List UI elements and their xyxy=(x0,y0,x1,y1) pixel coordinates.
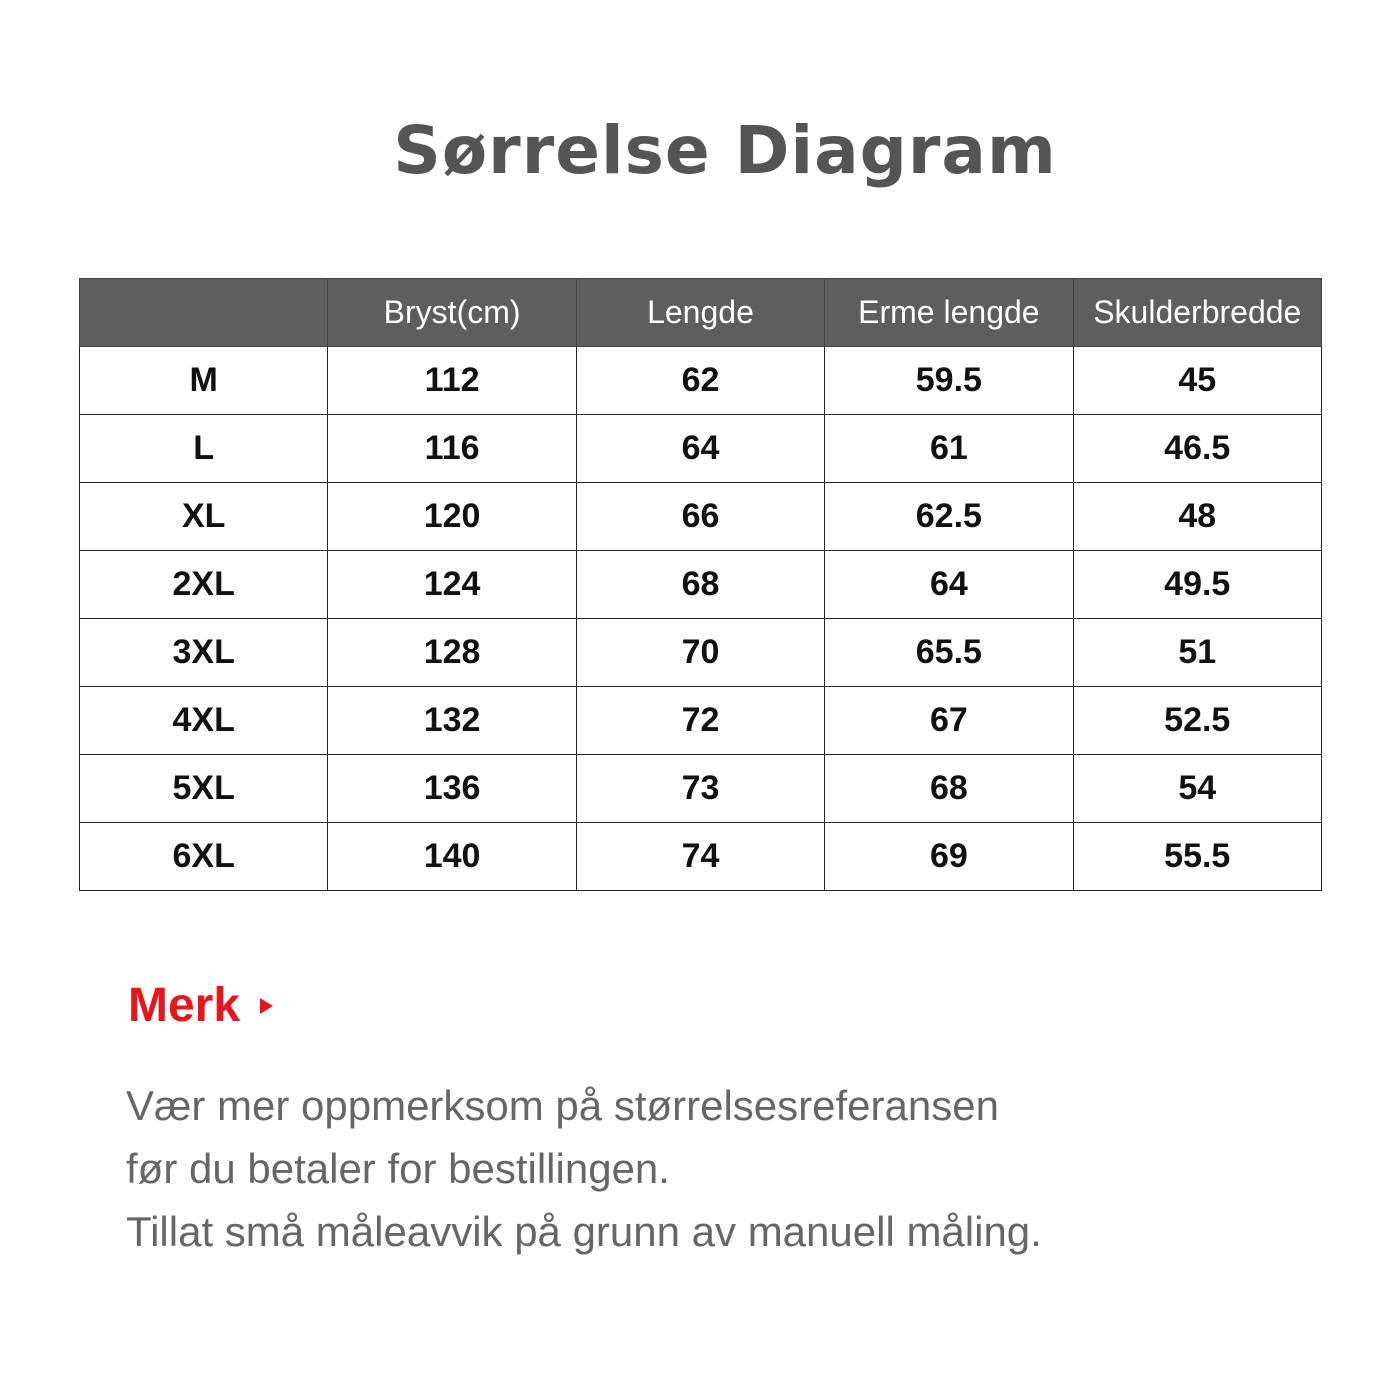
length-cell: 73 xyxy=(576,755,824,823)
size-cell: 5XL xyxy=(80,755,328,823)
sleeve-length-cell: 68 xyxy=(825,755,1073,823)
note-heading xyxy=(128,978,273,1033)
sleeve-length-cell: 64 xyxy=(825,551,1073,619)
note-line: før du betaler for bestillingen. xyxy=(126,1145,670,1192)
note-line: Tillat små måleavvik på grunn av manuell måling. xyxy=(126,1208,1042,1255)
sleeve-length-cell: 65.5 xyxy=(825,619,1073,687)
shoulder-width-cell: 55.5 xyxy=(1073,823,1321,891)
header-cell-chest: Bryst(cm) xyxy=(328,279,576,347)
sleeve-length-cell: 67 xyxy=(825,687,1073,755)
length-cell: 62 xyxy=(576,347,824,415)
length-cell: 66 xyxy=(576,483,824,551)
length-cell: 72 xyxy=(576,687,824,755)
table-row xyxy=(80,551,1322,619)
size-cell: 4XL xyxy=(80,687,328,755)
shoulder-width-cell: 48 xyxy=(1073,483,1321,551)
page-title: Sørrelse Diagram xyxy=(393,112,1057,189)
sleeve-length-cell: 69 xyxy=(825,823,1073,891)
table-row xyxy=(80,755,1322,823)
size-cell: 2XL xyxy=(80,551,328,619)
chest-cell: 124 xyxy=(328,551,576,619)
table-row xyxy=(80,687,1322,755)
header-cell-sleeve-length: Erme lengde xyxy=(825,279,1073,347)
table-row xyxy=(80,415,1322,483)
note-text xyxy=(126,1074,1042,1263)
chest-cell: 112 xyxy=(328,347,576,415)
table-row xyxy=(80,823,1322,891)
size-cell: 6XL xyxy=(80,823,328,891)
header-cell-shoulder-width: Skulderbredde xyxy=(1073,279,1321,347)
chest-cell: 128 xyxy=(328,619,576,687)
shoulder-width-cell: 45 xyxy=(1073,347,1321,415)
length-cell: 68 xyxy=(576,551,824,619)
size-cell: L xyxy=(80,415,328,483)
shoulder-width-cell: 54 xyxy=(1073,755,1321,823)
size-chart-table xyxy=(79,278,1322,891)
shoulder-width-cell: 46.5 xyxy=(1073,415,1321,483)
chest-cell: 120 xyxy=(328,483,576,551)
length-cell: 74 xyxy=(576,823,824,891)
length-cell: 70 xyxy=(576,619,824,687)
triangle-right-icon xyxy=(260,998,273,1014)
shoulder-width-cell: 52.5 xyxy=(1073,687,1321,755)
table-row xyxy=(80,483,1322,551)
chest-cell: 136 xyxy=(328,755,576,823)
shoulder-width-cell: 51 xyxy=(1073,619,1321,687)
table-header-row xyxy=(80,279,1322,347)
chest-cell: 116 xyxy=(328,415,576,483)
chest-cell: 140 xyxy=(328,823,576,891)
sleeve-length-cell: 62.5 xyxy=(825,483,1073,551)
header-cell-size xyxy=(80,279,328,347)
size-cell: XL xyxy=(80,483,328,551)
header-cell-length: Lengde xyxy=(576,279,824,347)
shoulder-width-cell: 49.5 xyxy=(1073,551,1321,619)
table-row xyxy=(80,347,1322,415)
size-cell: M xyxy=(80,347,328,415)
note-label: Merk xyxy=(128,979,241,1032)
length-cell: 64 xyxy=(576,415,824,483)
chest-cell: 132 xyxy=(328,687,576,755)
note-line: Vær mer oppmerksom på størrelsesreferansen xyxy=(126,1082,999,1129)
sleeve-length-cell: 59.5 xyxy=(825,347,1073,415)
size-cell: 3XL xyxy=(80,619,328,687)
sleeve-length-cell: 61 xyxy=(825,415,1073,483)
table-row xyxy=(80,619,1322,687)
